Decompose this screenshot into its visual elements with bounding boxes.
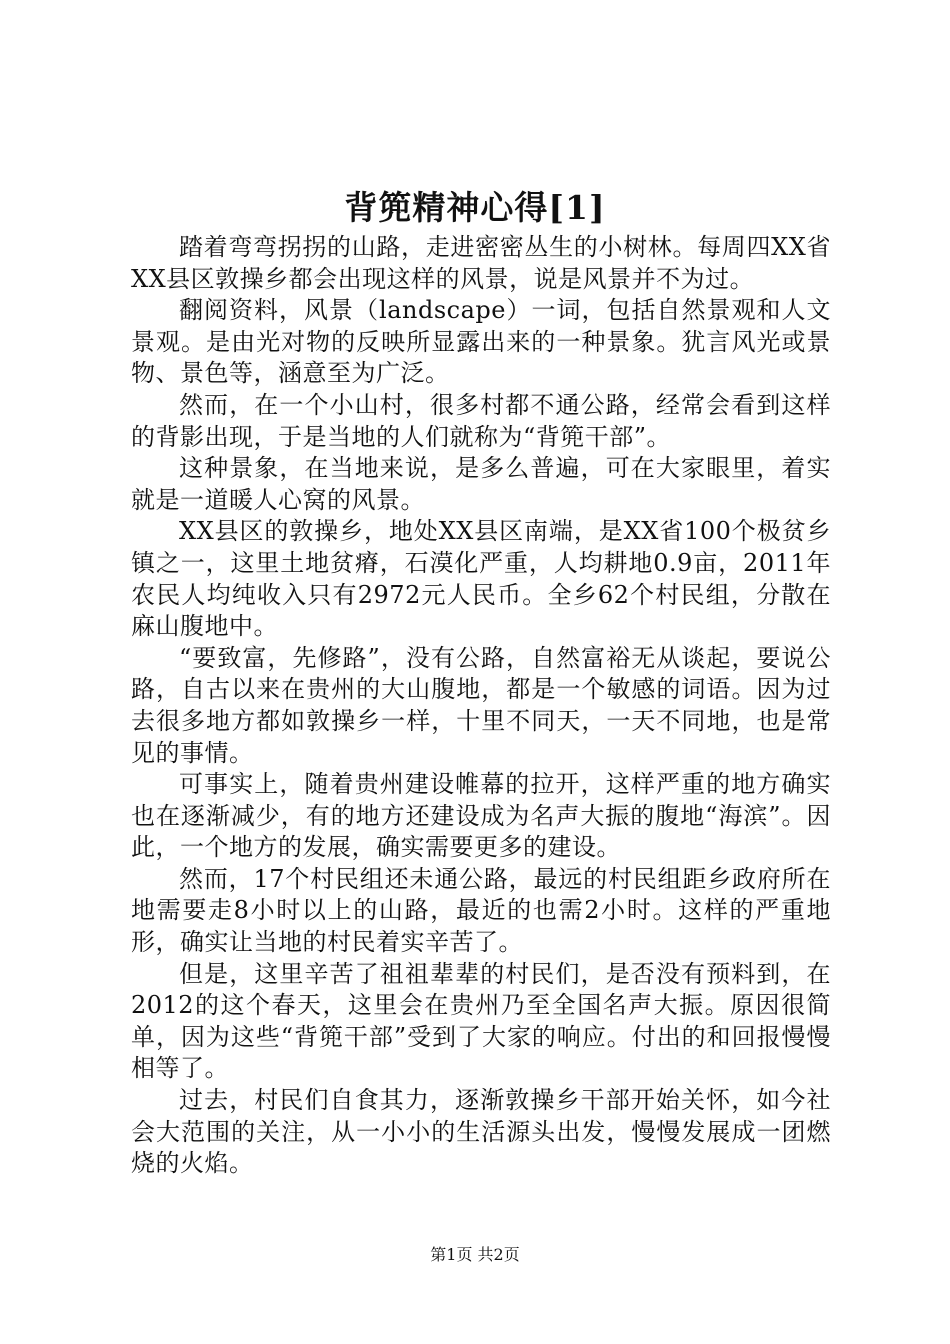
paragraph: XX县区的敦操乡，地处XX县区南端，是XX省100个极贫乡镇之一，这里土地贫瘠，石漠化严重，人均耕地0.9亩，2011年农民人均纯收入只有2972元人民币。全乡62个村民组，分散在麻山腹地中。 — [131, 517, 831, 641]
paragraph: 但是，这里辛苦了祖祖辈辈的村民们，是否没有预料到，在2012的这个春天，这里会在贵州乃至全国名声大振。原因很简单，因为这些“背篼干部”受到了大家的响应。付出的和回报慢慢相等了。 — [131, 959, 831, 1083]
paragraph: 然而，17个村民组还未通公路，最远的村民组距乡政府所在地需要走8小时以上的山路，最近的也需2小时。这样的严重地形，确实让当地的村民着实辛苦了。 — [131, 864, 831, 957]
paragraph: 这种景象，在当地来说，是多么普遍，可在大家眼里，着实就是一道暖人心窝的风景。 — [131, 454, 831, 514]
paragraph: 过去，村民们自食其力，逐渐敦操乡干部开始关怀，如今社会大范围的关注，从一小小的生活源头出发，慢慢发展成一团燃烧的火焰。 — [131, 1086, 831, 1178]
document-body — [131, 232, 831, 1180]
paragraph: 翻阅资料，风景（landscape）一词，包括自然景观和人文景观。是由光对物的反映所显露出来的一种景象。犹言风光或景物、景色等，涵意至为广泛。 — [131, 296, 831, 388]
paragraph: 踏着弯弯拐拐的山路，走进密密丛生的小树林。每周四XX省XX县区敦操乡都会出现这样的风景，说是风景并不为过。 — [131, 233, 831, 293]
page-number-footer: 第1页 共2页 — [430, 1245, 520, 1264]
paragraph: 然而，在一个小山村，很多村都不通公路，经常会看到这样的背影出现，于是当地的人们就称为“背篼干部”。 — [131, 390, 831, 451]
document-title: 背篼精神心得[1] — [344, 188, 606, 227]
paragraph: 可事实上，随着贵州建设帷幕的拉开，这样严重的地方确实也在逐渐减少，有的地方还建设成为名声大振的腹地“海滨”。因此，一个地方的发展，确实需要更多的建设。 — [131, 770, 831, 862]
paragraph: “要致富，先修路”，没有公路，自然富裕无从谈起，要说公路，自古以来在贵州的大山腹地，都是一个敏感的词语。因为过去很多地方都如敦操乡一样，十里不同天，一天不同地，也是常见的事情。 — [131, 643, 831, 767]
